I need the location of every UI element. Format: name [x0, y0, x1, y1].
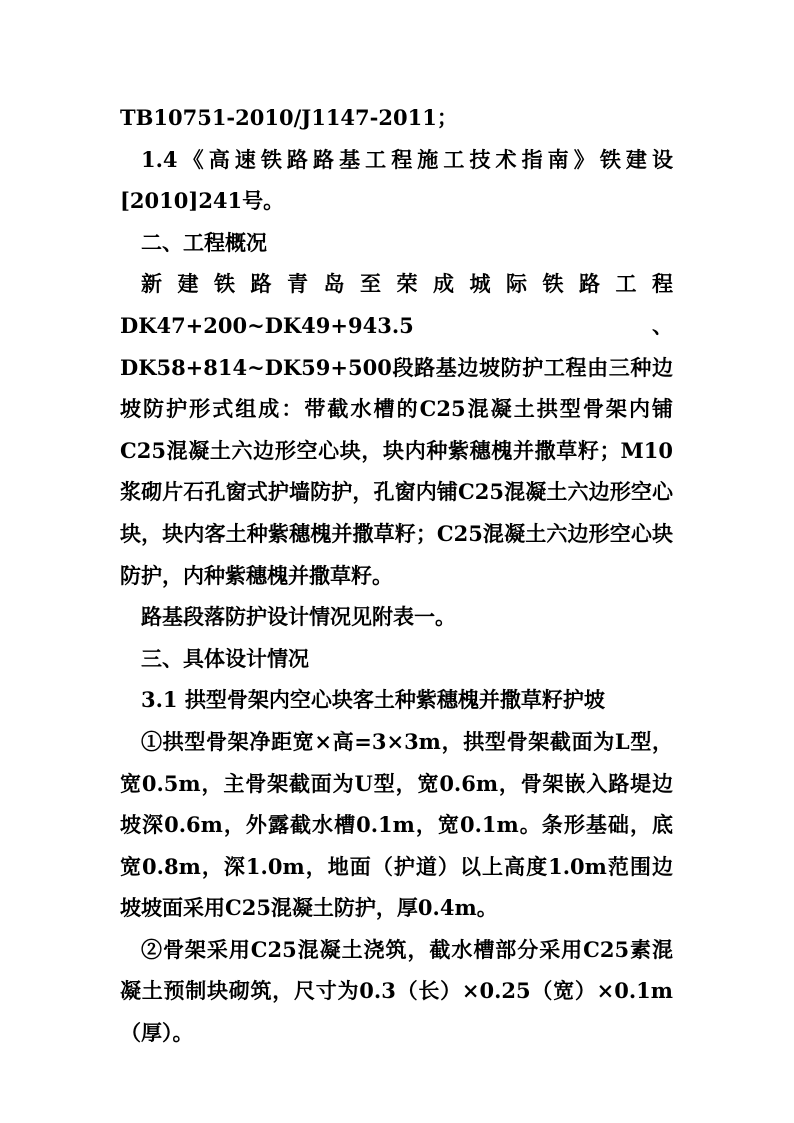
project-name-line: 新建铁路青岛至荣成城际铁路工程	[141, 271, 673, 297]
appendix-note: 路基段落防护设计情况见附表一。	[141, 604, 456, 630]
design-item-1: ①拱型骨架净距宽×高=3×3m，拱型骨架截面为L型，宽0.5m，主骨架截面为U型，宽0.6m，骨架嵌入路堤边坡深0.6m，外露截水槽0.1m，宽0.1m。条形基础，底宽0.8m，深1.0m，地面（护道）以上高度1.0m范围边坡坡面采用C25混凝土防护，厚0.4m。	[120, 728, 673, 921]
subsection-heading-3-1: 3.1 拱型骨架内空心块客土种紫穗槐并撒草籽护坡	[141, 687, 605, 713]
project-overview-paragraph: DK47+200~DK49+943.5、 DK58+814~DK59+500段路基边坡防护工程由三种边坡防护形式组成：带截水槽的C25混凝土拱型骨架内铺C25混凝土六边形空心块，块内种紫穗槐并撒草籽；M10浆砌片石孔窗式护墙防护，孔窗内铺C25混凝土六边形空心块，块内客土种紫穗槐并撒草籽；C25混凝土六边形空心块防护，内种紫穗槐并撒草籽。	[120, 312, 673, 588]
section-heading-2: 二、工程概况	[141, 229, 267, 255]
standard-code-line: TB10751-2010/J1147-2011；	[120, 105, 458, 130]
reference-item-1-4: 1.4《高速铁路路基工程施工技术指南》铁建设[2010]241号。	[120, 146, 673, 214]
document-body	[120, 97, 673, 1054]
section-heading-3: 三、具体设计情况	[141, 645, 309, 671]
design-item-2: ②骨架采用C25混凝土浇筑，截水槽部分采用C25素混凝土预制块砌筑，尺寸为0.3（长）×0.25（宽）×0.1m（厚）。	[120, 936, 673, 1046]
